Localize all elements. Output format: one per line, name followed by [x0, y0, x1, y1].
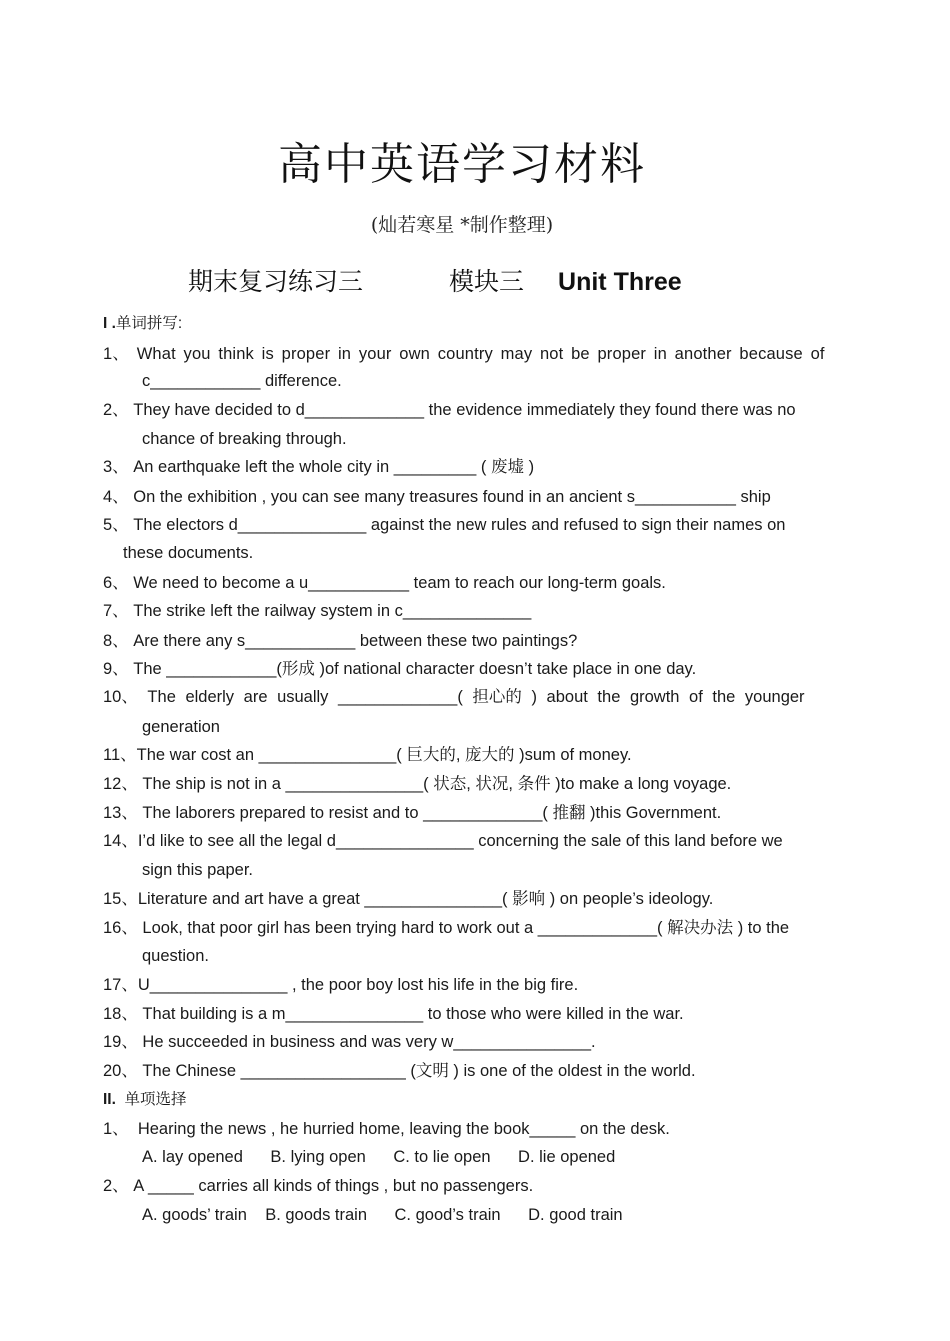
question-line: these documents.	[123, 544, 254, 562]
question-line: 2、 They have decided to d_____________ the evidence immediately they found there was no	[103, 401, 796, 419]
question-line: 12、 The ship is not in a _______________( 状态, 状况, 条件 )to make a long voyage.	[103, 775, 732, 793]
question-line: 11、The war cost an _______________( 巨大的, 庞大的 )sum of money.	[103, 746, 632, 764]
section-title: 单项选择	[124, 1091, 187, 1108]
section-title: 单词拼写:	[115, 315, 183, 332]
page-subtitle: (灿若寒星 *制作整理)	[370, 214, 554, 236]
question-line: 5、 The electors d______________ against the new rules and refused to sign their names on	[103, 516, 786, 534]
question-line: 9、 The ____________(形成 )of national character doesn’t take place in one day.	[103, 660, 697, 678]
question-line: 3、 An earthquake left the whole city in _________ ( 废墟 )	[103, 458, 535, 476]
question-line: 18、 That building is a m_______________ to those who were killed in the war.	[103, 1005, 684, 1023]
question-line: 2、 A _____ carries all kinds of things , but no passengers.	[103, 1177, 534, 1195]
question-line: 7、 The strike left the railway system in c______________	[103, 602, 532, 620]
question-line: 1、 Hearing the news , he hurried home, leaving the book_____ on the desk.	[103, 1120, 670, 1138]
unit-name: Unit Three	[558, 268, 682, 296]
section-numeral: II.	[103, 1091, 116, 1108]
question-line: 15、Literature and art have a great _______________( 影响 ) on people’s ideology.	[103, 890, 714, 908]
question-line: 20、 The Chinese __________________ (文明 ) is one of the oldest in the world.	[103, 1062, 696, 1080]
section-heading-multiple-choice	[103, 1090, 187, 1110]
answer-options: A. goods’ train B. goods train C. good’s train D. good train	[142, 1206, 623, 1224]
module-name: 模块三	[449, 267, 525, 296]
question-line: 14、I’d like to see all the legal d_______________ concerning the sale of this land before we	[103, 832, 783, 850]
exercise-name: 期末复习练习三	[188, 267, 364, 296]
question-line: question.	[142, 947, 209, 965]
answer-options: A. lay opened B. lying open C. to lie open D. lie opened	[142, 1148, 616, 1166]
question-line: 16、 Look, that poor girl has been trying hard to work out a _____________( 解决办法 ) to the	[103, 919, 790, 937]
question-line: 17、U_______________ , the poor boy lost his life in the big fire.	[103, 976, 579, 994]
question-line: 1、 What you think is proper in your own country may not be proper in another because of	[103, 345, 825, 363]
question-line: 6、 We need to become a u___________ team to reach our long-term goals.	[103, 574, 666, 592]
question-line: 13、 The laborers prepared to resist and to _____________( 推翻 )this Government.	[103, 804, 722, 822]
question-line: 4、 On the exhibition , you can see many treasures found in an ancient s___________ ship	[103, 488, 771, 506]
question-line: 10、 The elderly are usually _____________( 担心的 ) about the growth of the younger	[103, 688, 805, 706]
section-heading-vocabulary	[103, 314, 182, 334]
page-title: 高中英语学习材料	[278, 139, 646, 190]
question-line: generation	[142, 718, 220, 736]
question-line: 8、 Are there any s____________ between these two paintings?	[103, 632, 578, 650]
question-line: chance of breaking through.	[142, 430, 347, 448]
question-line: sign this paper.	[142, 861, 253, 879]
question-line: 19、 He succeeded in business and was very w_______________.	[103, 1033, 596, 1051]
section-numeral: I .	[103, 315, 116, 332]
exercise-heading	[188, 262, 682, 298]
question-line: c____________ difference.	[142, 372, 342, 390]
